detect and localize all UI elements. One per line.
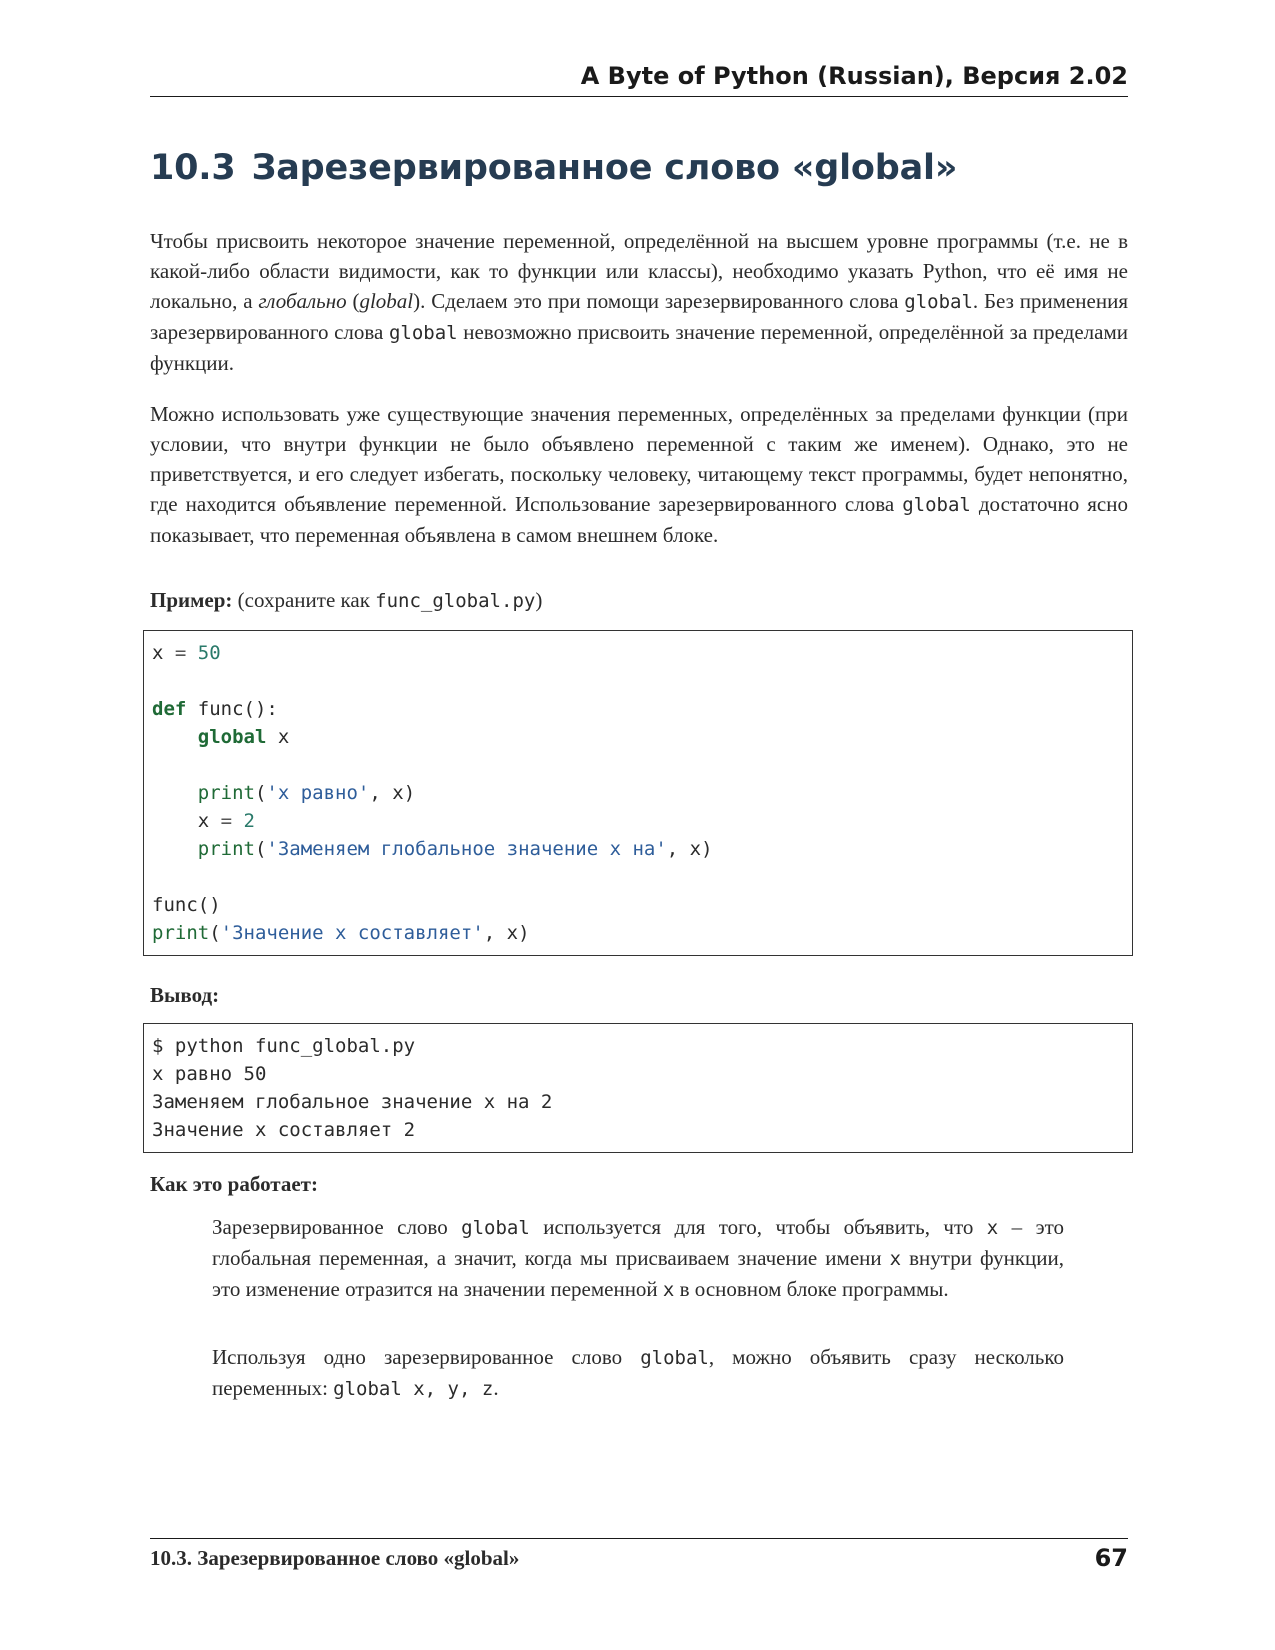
code-token: print bbox=[197, 782, 255, 804]
code-token: global bbox=[197, 726, 267, 748]
text-run: внутри функции, это изменение отразится на значении переменной bbox=[212, 1246, 1064, 1301]
text-run: – это глобальная переменная, а значит, когда мы присваиваем значение имени bbox=[212, 1215, 1065, 1270]
code-token: 2 bbox=[243, 810, 255, 832]
example-label: Пример: bbox=[150, 588, 233, 612]
code-token: x bbox=[152, 810, 221, 832]
code-token: x bbox=[152, 642, 175, 664]
text-run: Можно использовать уже существующие значения переменных, определённых за пределами функции (при условии, что внутри функции не было объявлено переменной с таким же именем). Однако, это не приветствуется, и его следует избегать, поскольку человеку, читающему текст программы, будет непонятно, где находится объявление переменной. Использование зарезервированного слова bbox=[150, 402, 1128, 516]
how-label: Как это работает: bbox=[150, 1172, 318, 1196]
code-line bbox=[152, 891, 1124, 919]
output-block bbox=[143, 1023, 1133, 1153]
section-title: Зарезервированное слово «global» bbox=[251, 148, 958, 188]
code-token: print bbox=[197, 838, 255, 860]
code-line bbox=[152, 863, 1124, 891]
code-token: 'Заменяем глобальное значение x на' bbox=[266, 838, 667, 860]
text-run: , можно объявить сразу несколько переменных: bbox=[212, 1345, 1064, 1400]
text-run: используется для того, чтобы объявить, что bbox=[529, 1215, 987, 1239]
code-token: ( bbox=[254, 782, 267, 804]
section-number: 10.3 bbox=[150, 148, 236, 188]
inline-code: global bbox=[902, 494, 971, 516]
code-token: print bbox=[152, 922, 210, 944]
code-token: 'x равно' bbox=[266, 782, 370, 804]
code-token: func() bbox=[152, 894, 221, 916]
code-token: 50 bbox=[197, 642, 221, 664]
code-token: = bbox=[174, 642, 187, 664]
code-line bbox=[152, 919, 1124, 947]
code-token: func(): bbox=[186, 698, 278, 720]
intro-paragraph bbox=[150, 226, 1128, 378]
code-token: , x) bbox=[483, 922, 530, 944]
text-run: (сохраните как bbox=[232, 588, 376, 612]
output-line: x равно 50 bbox=[152, 1063, 267, 1085]
code-line bbox=[152, 723, 1124, 751]
text-run: Зарезервированное слово bbox=[212, 1215, 462, 1239]
code-line bbox=[152, 779, 1124, 807]
example-caption bbox=[150, 585, 1128, 616]
inline-code: global bbox=[461, 1217, 530, 1239]
emphasis-text: глобально bbox=[258, 289, 347, 313]
page-number: 67 bbox=[1094, 1544, 1128, 1572]
code-token bbox=[186, 642, 197, 664]
output-label: Вывод: bbox=[150, 983, 220, 1007]
output-line: Заменяем глобальное значение x на 2 bbox=[152, 1091, 553, 1113]
code-line bbox=[152, 751, 1124, 779]
text-run: Чтобы присвоить некоторое значение переменной, определённой на высшем уровне программы (т.е. не в какой-либо области видимости, как то функции или классы), необходимо указать Python, что её имя не локально, а bbox=[150, 229, 1128, 313]
inline-code: x bbox=[662, 1279, 675, 1301]
inline-code: global x, y, z bbox=[333, 1378, 494, 1400]
output-caption bbox=[150, 980, 1128, 1010]
text-run: в основном блоке программы. bbox=[674, 1277, 949, 1301]
inline-code: x bbox=[986, 1217, 999, 1239]
text-run: . Без применения зарезервированного слова bbox=[150, 289, 1128, 344]
text-run: Используя одно зарезервированное слово bbox=[212, 1345, 641, 1369]
code-token: 'Значение x составляет' bbox=[220, 922, 484, 944]
emphasis-text: global bbox=[359, 289, 414, 313]
output-line: Значение x составляет 2 bbox=[152, 1119, 416, 1141]
code-token: ( bbox=[254, 838, 267, 860]
output-line: $ python func_global.py bbox=[152, 1035, 416, 1057]
code-token bbox=[152, 782, 198, 804]
inline-code: global bbox=[904, 291, 973, 313]
code-token: ( bbox=[209, 922, 221, 944]
text-run: невозможно присвоить значение переменной, определённой за пределами функции. bbox=[150, 320, 1129, 375]
section-heading bbox=[150, 148, 957, 188]
footer-section-title: 10.3. Зарезервированное слово «global» bbox=[150, 1546, 520, 1570]
code-line bbox=[152, 835, 1124, 863]
code-token bbox=[152, 726, 198, 748]
explanation-paragraph-2 bbox=[212, 1342, 1064, 1404]
text-run: ) bbox=[535, 588, 543, 612]
code-line bbox=[152, 667, 1124, 695]
code-token bbox=[232, 810, 243, 832]
inline-code: x bbox=[889, 1248, 902, 1270]
how-caption bbox=[150, 1169, 1128, 1199]
code-line bbox=[152, 807, 1124, 835]
code-token bbox=[152, 838, 198, 860]
running-header: A Byte of Python (Russian), Версия 2.02 bbox=[150, 62, 1128, 97]
code-line bbox=[152, 695, 1124, 723]
explanation-paragraph bbox=[212, 1212, 1064, 1305]
inline-code: global bbox=[388, 322, 458, 344]
code-token: , x) bbox=[666, 838, 713, 860]
code-block bbox=[143, 630, 1133, 956]
text-run: ( bbox=[346, 289, 360, 313]
code-token: x bbox=[266, 726, 290, 748]
code-token: , x) bbox=[369, 782, 416, 804]
code-token: def bbox=[152, 698, 187, 720]
text-run: ). Сделаем это при помощи зарезервированного слова bbox=[413, 289, 905, 313]
footer-rule bbox=[150, 1538, 1128, 1539]
code-line bbox=[152, 639, 1124, 667]
code-token: = bbox=[220, 810, 233, 832]
inline-code: global bbox=[640, 1347, 709, 1369]
filename-code: func_global.py bbox=[375, 590, 536, 612]
text-run: достаточно ясно показывает, что переменная объявлена в самом внешнем блоке. bbox=[150, 492, 1128, 547]
text-run: . bbox=[493, 1376, 499, 1400]
second-paragraph bbox=[150, 399, 1128, 550]
